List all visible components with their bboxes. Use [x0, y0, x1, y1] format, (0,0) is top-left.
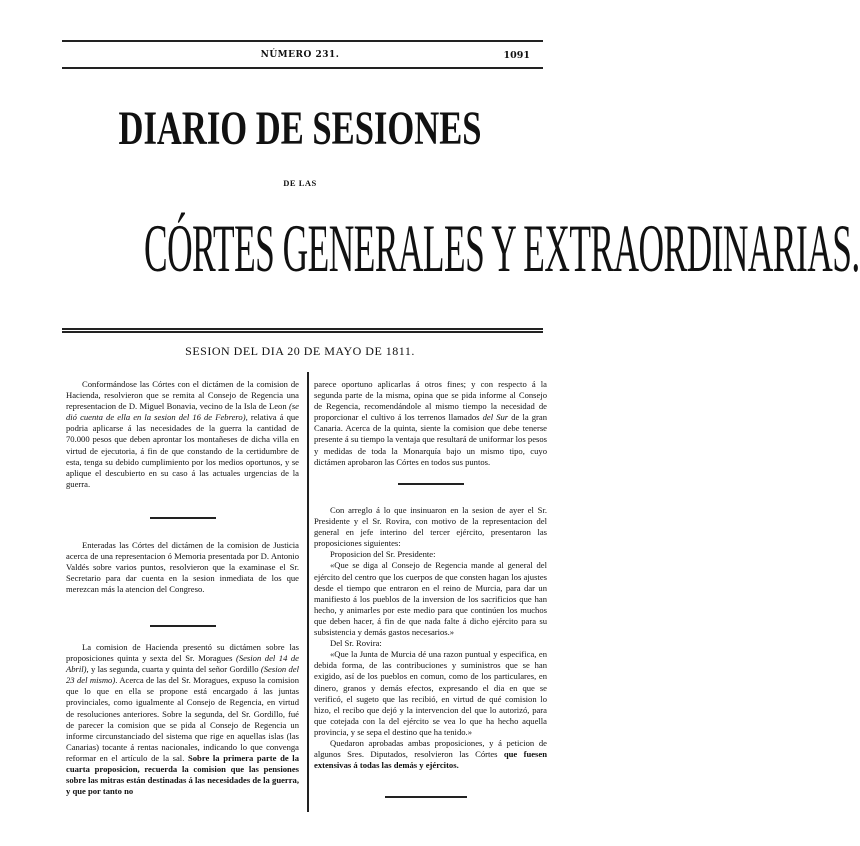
paragraph-valdes: Enteradas las Córtes del dictámen de la comision de Justicia acerca de una representacion ó Memoria presentada por D. Antonio Valdés sobre varios puntos, resolvieron que la examinase el Sr. Secretario para dar cuenta en la sesion inmediata de los que merezcan más la atencion del Congreso.: [66, 540, 299, 595]
section-separator-end: [385, 796, 467, 798]
left-column-2: [66, 540, 299, 595]
left-column-3: [66, 642, 299, 797]
masthead-subtitle: CÓRTES GENERALES Y EXTRAORDINARIAS.: [144, 210, 860, 286]
right-column: [314, 379, 547, 468]
heading-proposal-rovira: Del Sr. Rovira:: [330, 638, 382, 649]
session-date-heading: SESION DEL DIA 20 DE MAYO DE 1811.: [185, 344, 415, 358]
right-column-2: [314, 505, 547, 771]
masthead-double-rule-top: [62, 328, 543, 330]
masthead-title: DIARIO DE SESIONES: [118, 102, 482, 155]
left-column: [66, 379, 299, 490]
masthead-double-rule-bottom: [62, 331, 543, 333]
paragraph-bonavia: Conformándose las Córtes con el dictámen de la comision de Hacienda, resolvieron que se remita al Consejo de Regencia una representacion de D. Miguel Bonavia, vecino de la Isla de Leon (se dió cuenta de ella en la sesion del 16 de Febrero), relativa á que podria aplicarse á las necesidades de la guerra la cantidad de 70.000 pesos que deben aprontar los montañeses de dicha villa en virtud de ejecutoria, á fin de que constando de la certidumbre de esta, tenga su debido cumplimiento por los medios oportunos, y se aplique el descubierto en su caso á las actuales urgencias de la guerra.: [66, 379, 299, 489]
issue-number: NÚMERO 231.: [260, 50, 340, 60]
masthead-connector: DE LAS: [283, 178, 317, 188]
page-number: 1091: [503, 50, 530, 61]
proposal-rovira-text: «Que la Junta de Murcia dé una razon puntual y especifica, en debida forma, de las contribuciones y suministros que se han exigido, así de los pueblos en comun, como de los particulares, en dinero, granos y demás efectos, expresando el dia en que se verificó, el sugeto que las recibió, en virtud de qué comision lo hizo, el recibo que dejó y la intervencion del que lo autorizó, para que cotejada con la del ejército se vea lo que ha hecho aquella provincia, y se sepa el destino que ha tenido.»: [314, 649, 547, 737]
paragraph-hacienda: La comision de Hacienda presentó su dictámen sobre las proposiciones quinta y sexta del Sr. Moragues (Sesion del 14 de Abril), y las segunda, cuarta y quinta del señor Gordillo (Sesion del 23 del mismo). Acerca de las del Sr. Moragues, expuso la comision que lo que en ella se propone está encargado á las juntas provinciales, como igualmente al Consejo de Regencia, en virtud de resoluciones anteriores. Sobre la segunda, del Sr. Gordillo, fué de parecer la comision que se pida al Consejo de Regencia un informe circunstanciado del sistema que rige en aquellas islas (las Canarias) tocante á rentas nacionales, indicando lo que convenga reformar en el artículo de la sal. Sobre la primera parte de la cuarta proposicion, recuerda la comision que las pensiones sobre las mitras están destinadas á las necesidades de la guerra, y que por tanto no: [66, 642, 299, 797]
paragraph-continuation: parece oportuno aplicarlas á otros fines; y con respecto á la segunda parte de la misma, opina que se pida informe al Consejo de Regencia, recomendándole al mismo tiempo la necesidad de proporcionar el cultivo á los terrenos llamados del Sur de la gran Canaria. Acerca de la quinta, siente la comision que debe tenerse presente á su tiempo la ventaja que resultará de uniformar los pesos y medidas de toda la Monarquía bajo un mismo tipo, cuyo dictámen aprobaron las Córtes en todos sus puntos.: [314, 379, 548, 467]
section-separator: [150, 625, 216, 627]
proposal-president-text: «Que se diga al Consejo de Regencia mande al general del ejército del centro que los cuerpos de que consten hagan los ajustes desde el tiempo que entraron en el reino de Murcia, para dar un manifiesto á los pueblos de la inversion de los sacrificios que han hecho, y animarles por este medio para que continúen los muchos que deben hacer, á fin de que nada falte á dicho ejército para su subsistencia y demás gastos necesarios.»: [314, 560, 547, 638]
section-separator: [150, 517, 216, 519]
header-top-rule: [62, 40, 543, 42]
column-divider: [307, 372, 309, 812]
paragraph-approval: Quedaron aprobadas ambas proposiciones, y á peticion de algunos Sres. Diputados, resolvieron las Córtes que fuesen extensivas á todas las demás y ejércitos.: [314, 737, 547, 771]
section-separator: [398, 483, 464, 485]
heading-proposal-president: Proposicion del Sr. Presidente:: [330, 549, 436, 560]
paragraph-rovira-intro: Con arreglo á lo que insinuaron en la sesion de ayer el Sr. Presidente y el Sr. Rovira, con motivo de la representacion del general en jefe interino del tercer ejército, presentaron las proposiciones siguientes:: [314, 505, 547, 549]
header-bottom-rule: [62, 67, 543, 69]
